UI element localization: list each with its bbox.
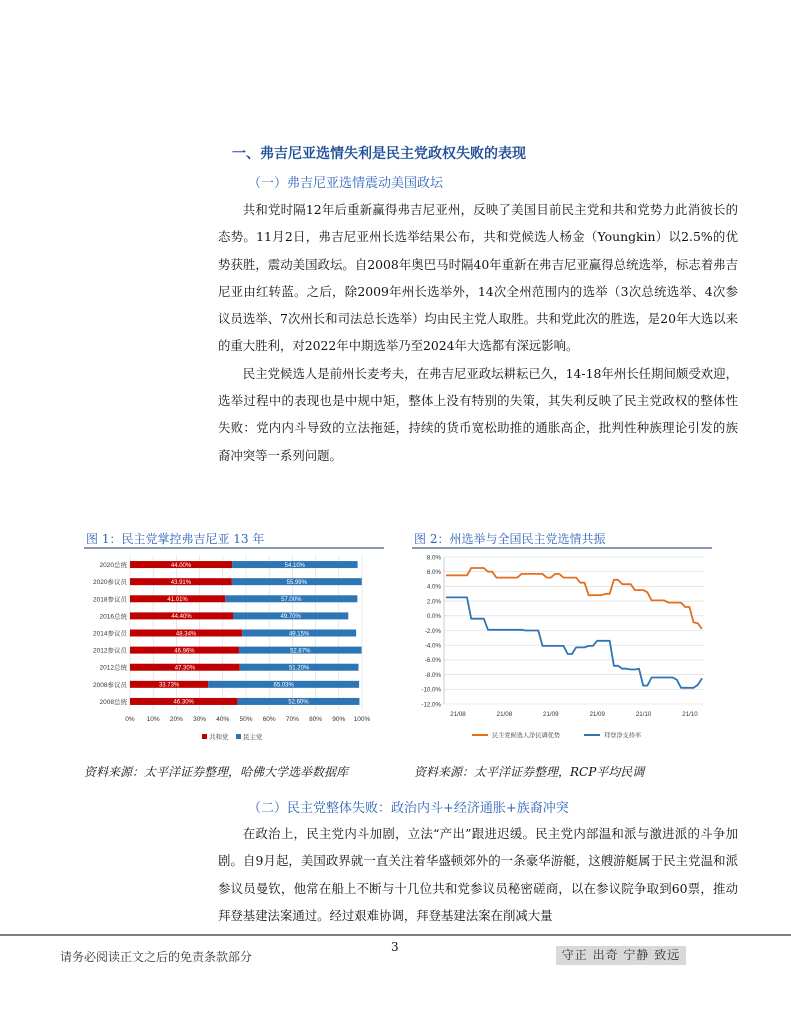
data-label: 44.00% [170, 562, 192, 569]
footer-divider [0, 934, 791, 936]
series-line [446, 597, 702, 687]
category-label: 2012总统 [99, 664, 127, 672]
data-label: 49.70% [280, 614, 301, 621]
x-tick-label: 80% [309, 716, 323, 723]
data-label: 46.96% [174, 648, 195, 655]
x-tick-label: 21/10 [682, 711, 698, 718]
legend-label: 民主党 [243, 734, 263, 741]
section-title: 一、弗吉尼亚选情失利是民主党政权失败的表现 [232, 146, 526, 162]
legend-label: 共和党 [209, 734, 229, 741]
paragraph: 在政治上，民主党内斗加剧，立法“产出”跟进迟缓。民主党内部温和派与激进派的斗争加剧。自9月起，美国政界就一直关注着华盛顿郊外的一条豪华游艇，这艘游艇属于民主党温和派参议员曼钦，他常在船上不断与十几位共和党参议员秘密磋商，以在参议院争取到60票，推动拜登基建法案通过。经过艰难协调，拜登基建法案在削减大量 [218, 826, 738, 923]
y-tick-label: -2.0% [424, 627, 441, 635]
legend-label: 拜登净支持率 [604, 732, 642, 740]
x-tick-label: 21/08 [450, 711, 466, 718]
x-tick-label: 10% [146, 716, 160, 723]
legend-label: 民主党候选人净民调优势 [492, 732, 561, 740]
figure1-rule [84, 547, 384, 549]
figure2-title: 图 2：州选举与全国民主党选情共振 [414, 532, 606, 546]
figure1-title: 图 1：民主党掌控弗吉尼亚 13 年 [86, 532, 265, 546]
x-tick-label: 60% [262, 716, 276, 723]
data-label: 52.60% [288, 699, 309, 706]
y-tick-label: 4.0% [426, 583, 441, 591]
figure2-svg [412, 550, 712, 750]
data-label: 43.91% [170, 579, 192, 586]
x-tick-label: 90% [332, 716, 346, 723]
disclaimer-note: 请务必阅读正文之后的免责条款部分 [60, 950, 253, 964]
data-label: 65.03% [273, 682, 294, 689]
subsection-title: （一）弗吉尼亚选情震动美国政坛 [248, 176, 444, 191]
category-label: 2020总统 [99, 562, 127, 570]
category-label: 2008总统 [99, 698, 127, 706]
data-label: 54.10% [284, 562, 306, 569]
y-tick-label: -10.0% [421, 686, 441, 694]
data-label: 33.73% [158, 682, 180, 689]
category-label: 2020参议员 [93, 579, 127, 587]
data-label: 46.30% [173, 699, 194, 706]
x-tick-label: 70% [285, 716, 299, 723]
page-number: 3 [391, 940, 399, 954]
figure2-chart [412, 550, 712, 750]
x-tick-label: 21/10 [635, 711, 652, 718]
data-label: 52.87% [290, 648, 311, 655]
x-tick-label: 21/08 [496, 711, 513, 718]
legend-swatch [236, 734, 241, 739]
y-tick-label: -6.0% [424, 657, 441, 665]
data-label: 55.99% [286, 579, 307, 586]
figure1-svg [84, 550, 384, 750]
data-label: 51.20% [288, 665, 310, 672]
y-tick-label: -8.0% [424, 671, 441, 679]
data-label: 47.30% [174, 665, 196, 672]
data-label: 49.15% [288, 631, 310, 638]
category-label: 2012参议员 [93, 647, 127, 655]
y-tick-label: 8.0% [426, 554, 441, 562]
body-text [218, 820, 738, 932]
y-tick-label: -12.0% [421, 701, 441, 709]
data-label: 57.00% [281, 597, 302, 604]
category-label: 2016总统 [99, 613, 127, 621]
y-tick-label: 2.0% [426, 598, 441, 606]
y-tick-label: 6.0% [426, 569, 441, 576]
x-tick-label: 0% [125, 716, 135, 723]
figure1-source: 资料来源：太平洋证券整理，哈佛大学选举数据库 [84, 765, 349, 779]
x-tick-label: 40% [216, 716, 230, 723]
category-label: 2018参议员 [93, 596, 127, 604]
figure2-source: 资料来源：太平洋证券整理，RCP平均民调 [414, 765, 645, 779]
x-tick-label: 30% [193, 716, 207, 723]
y-tick-label: 0.0% [426, 613, 441, 621]
data-label: 48.34% [175, 631, 197, 638]
x-tick-label: 21/09 [543, 711, 559, 718]
x-tick-label: 100% [353, 716, 371, 723]
body-text [218, 196, 738, 469]
paragraph: 民主党候选人是前州长麦考夫，在弗吉尼亚政坛耕耘已久，14-18年州长任期间颇受欢迎，选举过程中的表现也是中规中矩，整体上没有特别的失策，其失利反映了民主党政权的整体性失败：党内内斗导致的立法拖延，持续的货币宽松助推的通胀高企，批判性种族理论引发的族裔冲突等一系列问题。 [218, 365, 738, 463]
data-label: 41.01% [167, 597, 188, 604]
y-tick-label: -4.0% [424, 642, 441, 650]
figure1-chart [84, 550, 384, 750]
x-tick-label: 50% [239, 716, 253, 723]
subsection-title: （二）民主党整体失败：政治内斗+经济通胀+族裔冲突 [248, 801, 569, 816]
company-motto: 守正 出奇 宁静 致远 [556, 946, 686, 965]
x-tick-label: 20% [169, 716, 183, 723]
legend-swatch [202, 734, 207, 739]
category-label: 2008参议员 [93, 681, 127, 689]
paragraph: 共和党时隔12年后重新赢得弗吉尼亚州，反映了美国目前民主党和共和党势力此消彼长的态势。11月2日，弗吉尼亚州长选举结果公布，共和党候选人杨金（Youngkin）以2.5%的优势获胜，震动美国政坛。自2008年奥巴马时隔40年重新在弗吉尼亚赢得总统选举，标志着弗吉尼亚由红转蓝。之后，除2009年州长选举外，14次全州范围内的选举（3次总统选举、4次参议员选举、7次州长和司法总长选举）均由民主党人取胜。共和党此次的胜选，是20年大选以来的重大胜利，对2022年中期选举乃至2024年大选都有深远影响。 [218, 202, 738, 354]
category-label: 2014参议员 [93, 630, 127, 638]
figure2-rule [412, 547, 712, 549]
data-label: 44.40% [171, 614, 192, 621]
x-tick-label: 21/09 [589, 711, 605, 718]
